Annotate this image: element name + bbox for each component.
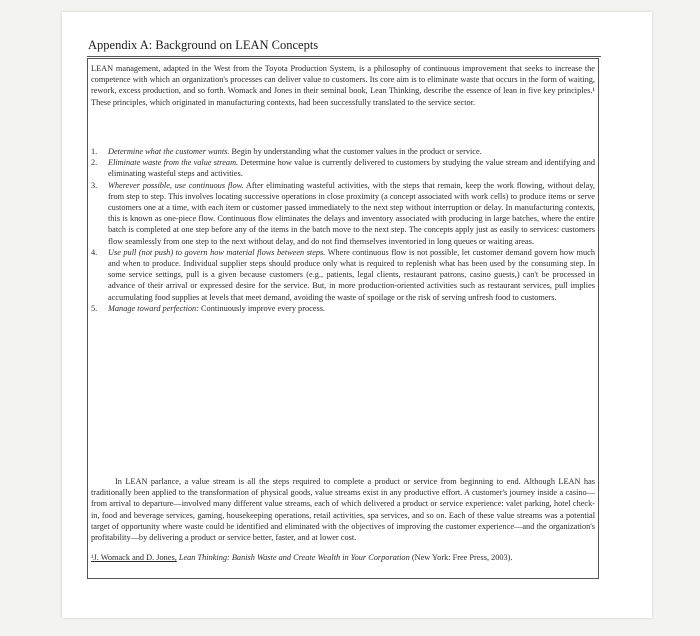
principle-item [91,146,595,157]
principle-item [91,180,595,247]
principle-text: Begin by understanding what the customer values in the product or service. [229,147,482,156]
footnote-publisher: (New York: Free Press, 2003). [411,553,513,562]
principle-lead: Wherever possible, use continuous flow. [108,180,244,190]
principle-text: Determine how value is currently delivered to customers by studying the value stream and identifying and eliminating wasteful steps and activities. [108,158,595,179]
principle-number: 3. [91,180,98,190]
footnote-book-title: Lean Thinking: Banish Waste and Create Wealth in Your Corporation [178,553,410,562]
principle-number: 1. [91,147,98,156]
title-underline [87,56,601,57]
principle-number: 2. [91,158,98,168]
principle-lead: Use pull (not push) to govern how material flows between steps. [108,247,326,257]
principle-lead: Eliminate waste from the value stream. [108,158,239,168]
principles-list [91,146,595,314]
principle-text: Where continuous flow is not possible, let customer demand govern how much and when to produce. Individual supplier steps should produce only what is required to replenish what has been used by the consuming step. In some service settings, pull is a given because customers (e.g., patients, legal clients, restaurant patrons, casino guests,) can't be processed in advance of their arrival or expressed desire for the service. But, in more production-oriented activities such as restaurant services, pull implies accumulating food supplies at levels that meet demand, avoiding the waste of spoilage or the risk of serving unfresh food to customers. [108,247,595,302]
principle-number: 5. [91,303,98,313]
principle-lead: Determine what the customer wants. [108,147,230,156]
principle-item [91,247,595,303]
value-stream-paragraph: In LEAN parlance, a value stream is all the steps required to complete a product or service from beginning to end. Although LEAN has traditionally been applied to the transformation of physical goods, value streams exist in any productive effort. A customer's journey inside a casino—from arrival to departure—involved many different value streams, each of which delivered a product or service experience: valet parking, hotel check-in, food and beverage services, gaming, housekeeping operations, retail activities, spa services, and so on. Each of these value streams was a potential target of opportunity where waste could be identified and eliminated with the objectives of improving the customer experience—and the organization's profitability—by delivering a product or service better, faster, and at lower cost. [91,477,595,543]
appendix-title: Appendix A: Background on LEAN Concepts [88,38,319,52]
principle-text: After eliminating wasteful activities, with the steps that remain, keep the work flowing, without delay, from step to step. This involves locating successive operations in close proximity (a concept associated with work cells) to produce items or serve customers one at a time, with each item or customer passed immediately to the next step without interruption or delay. In manufacturing contexts, this is known as one-piece flow. Continuous flow eliminates the delays and inventory associated with producing in large batches, where the entire batch is completed at one step before any of the items in the batch move to the next step. The concepts apply just as easily to services: customers flow seamlessly from one step to the next without delay, and do not find themselves inventoried in long queues or waiting areas. [108,180,596,246]
footnote-author: ¹J. Womack and D. Jones, [91,553,177,562]
principle-lead: Manage toward perfection: [108,303,199,313]
principle-number: 4. [91,247,98,257]
intro-paragraph: LEAN management, adapted in the West from the Toyota Production System, is a philosophy of continuous improvement that seeks to increase the competence with which an organization's processes can deliver value to customers. Its core aim is to eliminate waste that occurs in the form of waiting, rework, excess production, and so forth. Womack and Jones in their seminal book, Lean Thinking, describe the essence of lean in five key principles.¹ These principles, which originated in manufacturing contexts, had been successfully translated to the service sector. [91,64,595,107]
principle-item [91,303,595,314]
principle-text: Continuously improve every process. [198,303,325,313]
principle-item [91,157,595,179]
footnote [91,552,595,563]
